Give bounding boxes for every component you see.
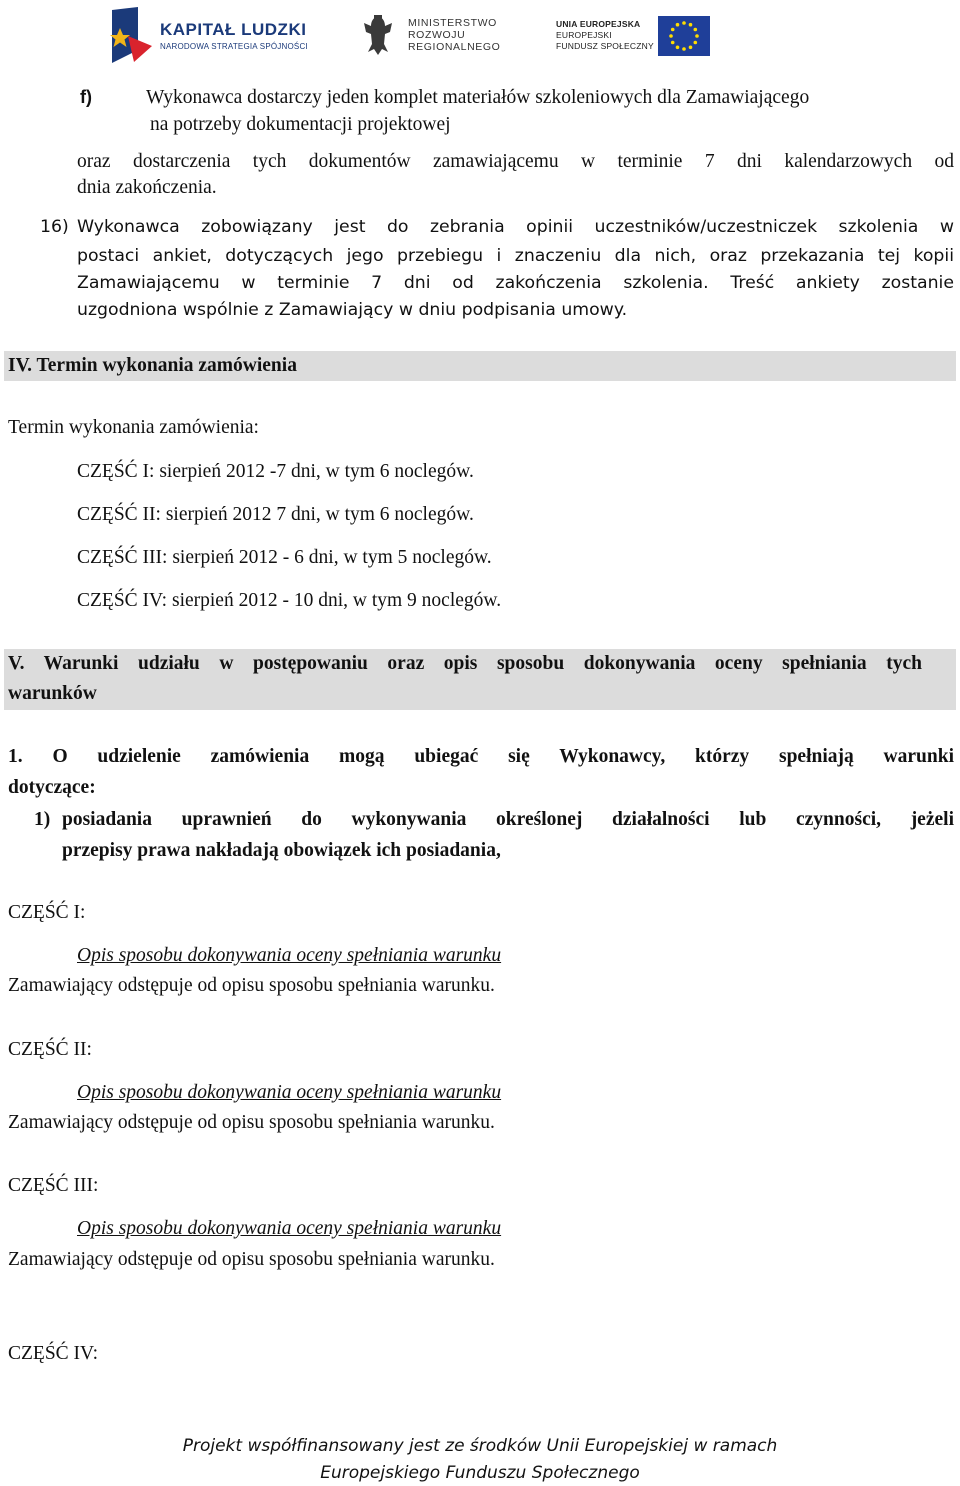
- section-iv-heading: IV. Termin wykonania zamówienia: [8, 355, 297, 376]
- eagle-emblem-icon: [362, 14, 394, 56]
- kapital-ludzki-title: KAPITAŁ LUDZKI: [160, 20, 307, 39]
- item-f-line-4: dnia zakończenia.: [77, 177, 217, 198]
- section-v-sub-line-2: przepisy prawa nakładają obowiązek ich posiadania,: [62, 840, 501, 861]
- item-16-line-2: postaci ankiet, dotyczących jego przebiegu i znaczeniu dla nich, oraz przekazania tej kopii: [77, 246, 954, 266]
- item-16-line-4: uzgodniona wspólnie z Zamawiający w dniu podpisania umowy.: [77, 300, 628, 320]
- item-f-label: f): [80, 87, 92, 107]
- item-f-line-2: na potrzeby dokumentacji projektowej: [150, 114, 451, 135]
- ministry-line-3: REGIONALNEGO: [408, 41, 501, 53]
- footer-line-2: Europejskiego Funduszu Społecznego: [320, 1463, 640, 1483]
- part-3-title: CZĘŚĆ III:: [8, 1175, 99, 1196]
- item-16-line-3: Zamawiającemu w terminie 7 dni od zakończenia szkolenia. Treść ankiety zostanie: [77, 273, 954, 293]
- item-f-line-3: oraz dostarczenia tych dokumentów zamawiającemu w terminie 7 dni kalendarzowych od: [77, 151, 954, 172]
- eu-line-1: UNIA EUROPEJSKA: [556, 19, 641, 29]
- eu-line-3: FUNDUSZ SPOŁECZNY: [556, 41, 654, 51]
- kapital-ludzki-emblem-icon: [108, 6, 154, 64]
- part-1-title: CZĘŚĆ I:: [8, 902, 86, 923]
- part-1-subheading: Opis sposobu dokonywania oceny spełniania warunku: [77, 945, 502, 966]
- eu-logo: [556, 16, 716, 62]
- part-2-text: Zamawiający odstępuje od opisu sposobu spełniania warunku.: [8, 1112, 495, 1133]
- eu-line-2: EUROPEJSKI: [556, 30, 612, 40]
- section-v-p1-line-2: dotyczące:: [8, 777, 96, 798]
- section-v-p1-line-1: 1. O udzielenie zamówienia mogą ubiegać się Wykonawcy, którzy spełniają warunki: [8, 746, 954, 767]
- section-iv-part-3: CZĘŚĆ III: sierpień 2012 - 6 dni, w tym 5 noclegów.: [77, 547, 492, 568]
- kapital-ludzki-logo: [108, 6, 308, 66]
- part-2-subheading: Opis sposobu dokonywania oceny spełniania warunku: [77, 1082, 502, 1103]
- section-iv-part-1: CZĘŚĆ I: sierpień 2012 -7 dni, w tym 6 noclegów.: [77, 461, 474, 482]
- footer-line-1: Projekt współfinansowany jest ze środków Unii Europejskiej w ramach: [182, 1436, 778, 1456]
- section-v-heading-line-2: warunków: [8, 683, 97, 704]
- item-16-line-1: Wykonawca zobowiązany jest do zebrania opinii uczestników/uczestniczek szkolenia w: [77, 217, 954, 237]
- item-f-line-1: Wykonawca dostarczy jeden komplet materiałów szkoleniowych dla Zamawiającego: [146, 87, 810, 108]
- section-v-sub-number: 1): [34, 809, 51, 830]
- section-v-heading-line-1: V. Warunki udziału w postępowaniu oraz opis sposobu dokonywania oceny spełniania tych: [8, 653, 922, 674]
- kapital-ludzki-subtitle: NARODOWA STRATEGIA SPÓJNOŚCI: [160, 42, 308, 51]
- section-iv-intro: Termin wykonania zamówienia:: [8, 417, 259, 438]
- ministry-logo: [362, 14, 502, 64]
- part-4-title: CZĘŚĆ IV:: [8, 1343, 99, 1364]
- item-16-number: 16): [40, 217, 69, 237]
- ministry-line-1: MINISTERSTWO: [408, 17, 497, 29]
- section-iv-part-2: CZĘŚĆ II: sierpień 2012 7 dni, w tym 6 noclegów.: [77, 504, 474, 525]
- part-3-subheading: Opis sposobu dokonywania oceny spełniania warunku: [77, 1218, 502, 1239]
- part-3-text: Zamawiający odstępuje od opisu sposobu spełniania warunku.: [8, 1249, 495, 1270]
- header-logos: [0, 0, 960, 72]
- eu-flag-icon: [658, 16, 710, 56]
- section-v-sub-line-1: posiadania uprawnień do wykonywania określonej działalności lub czynności, jeżeli: [62, 809, 954, 830]
- part-2-title: CZĘŚĆ II:: [8, 1039, 92, 1060]
- section-iv-part-4: CZĘŚĆ IV: sierpień 2012 - 10 dni, w tym 9 noclegów.: [77, 590, 502, 611]
- ministry-line-2: ROZWOJU: [408, 29, 466, 41]
- part-1-text: Zamawiający odstępuje od opisu sposobu spełniania warunku.: [8, 975, 495, 996]
